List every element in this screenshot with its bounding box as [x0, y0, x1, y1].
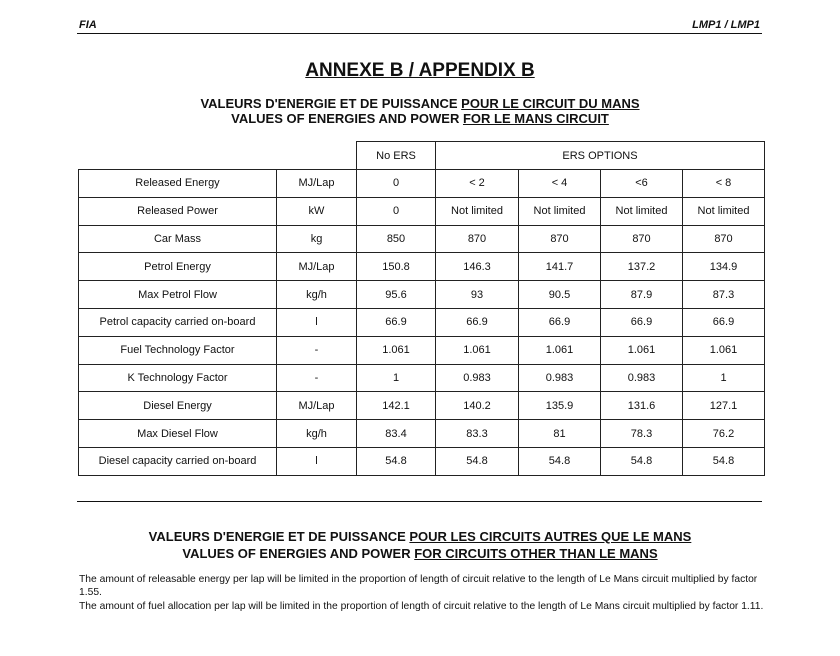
section2-line2-underlined: FOR CIRCUITS OTHER THAN LE MANS	[414, 546, 658, 561]
value-cell: 54.8	[436, 447, 519, 475]
value-cell: Not limited	[436, 197, 519, 225]
section1-line1	[0, 96, 840, 111]
section1-line2-plain: VALUES OF ENERGIES AND POWER	[231, 111, 463, 126]
value-cell: 87.9	[601, 281, 683, 309]
row-unit-cell: kW	[277, 197, 357, 225]
ers-option-label: < 2	[436, 170, 519, 198]
value-cell: Not limited	[683, 197, 765, 225]
section-divider	[77, 501, 762, 502]
section2-heading	[0, 528, 840, 562]
row-unit-cell: MJ/Lap	[277, 392, 357, 420]
row-name-cell: Car Mass	[79, 225, 277, 253]
value-cell: 78.3	[601, 420, 683, 448]
ers-option-label: < 8	[683, 170, 765, 198]
section2-line1-plain: VALEURS D'ENERGIE ET DE PUISSANCE	[148, 529, 410, 544]
table-row	[79, 420, 765, 448]
value-cell: 66.9	[519, 308, 601, 336]
value-cell: 0.983	[519, 364, 601, 392]
row-unit-cell: -	[277, 364, 357, 392]
section1-line1-plain: VALEURS D'ENERGIE ET DE PUISSANCE	[200, 96, 462, 111]
ers-option-label: < 4	[519, 170, 601, 198]
value-cell: 0	[357, 170, 436, 198]
row-name-cell: Petrol Energy	[79, 253, 277, 281]
value-cell: 81	[519, 420, 601, 448]
table-row	[79, 308, 765, 336]
table-row	[79, 281, 765, 309]
annex-title: ANNEXE B / APPENDIX B	[305, 60, 535, 81]
header-right: LMP1 / LMP1	[692, 19, 760, 31]
table-row	[79, 170, 765, 198]
row-name-cell: Diesel capacity carried on-board	[79, 447, 277, 475]
value-cell: 66.9	[683, 308, 765, 336]
row-name-cell: Diesel Energy	[79, 392, 277, 420]
paragraph-fuel: The amount of fuel allocation per lap will be limited in the proportion of length of circuit relative to the length of Le Mans circuit multiplied by factor 1.11.	[79, 601, 764, 612]
value-cell: Not limited	[519, 197, 601, 225]
value-cell: 870	[683, 225, 765, 253]
energy-table	[78, 141, 765, 476]
value-cell: 76.2	[683, 420, 765, 448]
value-cell: 135.9	[519, 392, 601, 420]
row-unit-cell: kg/h	[277, 281, 357, 309]
value-cell: 870	[519, 225, 601, 253]
table-row	[79, 392, 765, 420]
value-cell: 0.983	[436, 364, 519, 392]
ers-options-header: ERS OPTIONS	[436, 142, 765, 170]
no-ers-header: No ERS	[357, 142, 436, 170]
value-cell: 1	[357, 364, 436, 392]
row-unit-cell: l	[277, 308, 357, 336]
value-cell: 150.8	[357, 253, 436, 281]
section1-line1-underlined: POUR LE CIRCUIT DU MANS	[461, 96, 640, 111]
value-cell: 142.1	[357, 392, 436, 420]
value-cell: 1	[683, 364, 765, 392]
value-cell: 1.061	[357, 336, 436, 364]
value-cell: 83.3	[436, 420, 519, 448]
row-unit-cell: MJ/Lap	[277, 253, 357, 281]
section1-heading	[0, 96, 840, 126]
value-cell: 141.7	[519, 253, 601, 281]
row-name-cell: Max Diesel Flow	[79, 420, 277, 448]
value-cell: 127.1	[683, 392, 765, 420]
table-row	[79, 447, 765, 475]
value-cell: 140.2	[436, 392, 519, 420]
row-name-cell: Max Petrol Flow	[79, 281, 277, 309]
section2-line2-plain: VALUES OF ENERGIES AND POWER	[182, 546, 415, 561]
section1-line2	[0, 111, 840, 126]
paragraph-energy: The amount of releasable energy per lap will be limited in the proportion of length of circuit relative to the length of Le Mans circuit multiplied by factor 1.55.	[79, 574, 758, 598]
value-cell: 0.983	[601, 364, 683, 392]
value-cell: 1.061	[436, 336, 519, 364]
row-name-cell: Released Power	[79, 197, 277, 225]
value-cell: 0	[357, 197, 436, 225]
value-cell: 54.8	[519, 447, 601, 475]
row-name-cell: Fuel Technology Factor	[79, 336, 277, 364]
row-name-cell: Released Energy	[79, 170, 277, 198]
value-cell: 90.5	[519, 281, 601, 309]
value-cell: 131.6	[601, 392, 683, 420]
value-cell: 66.9	[601, 308, 683, 336]
value-cell: 1.061	[519, 336, 601, 364]
section2-line2	[0, 545, 840, 562]
row-name-cell: K Technology Factor	[79, 364, 277, 392]
value-cell: 66.9	[357, 308, 436, 336]
row-unit-cell: -	[277, 336, 357, 364]
row-name-cell: Petrol capacity carried on-board	[79, 308, 277, 336]
value-cell: 870	[601, 225, 683, 253]
table-row	[79, 197, 765, 225]
header-rule	[77, 33, 762, 34]
section2-line1-underlined: POUR LES CIRCUITS AUTRES QUE LE MANS	[409, 529, 692, 544]
table-row	[79, 253, 765, 281]
value-cell: 93	[436, 281, 519, 309]
section2-line1	[0, 528, 840, 545]
value-cell: Not limited	[601, 197, 683, 225]
value-cell: 870	[436, 225, 519, 253]
value-cell: 1.061	[683, 336, 765, 364]
value-cell: 137.2	[601, 253, 683, 281]
row-unit-cell: l	[277, 447, 357, 475]
row-unit-cell: MJ/Lap	[277, 170, 357, 198]
ers-option-label: <6	[601, 170, 683, 198]
value-cell: 95.6	[357, 281, 436, 309]
section1-line2-underlined: FOR LE MANS CIRCUIT	[462, 111, 609, 126]
value-cell: 146.3	[436, 253, 519, 281]
value-cell: 54.8	[683, 447, 765, 475]
table-row	[79, 364, 765, 392]
value-cell: 87.3	[683, 281, 765, 309]
header-empty-cell	[79, 142, 357, 170]
row-unit-cell: kg/h	[277, 420, 357, 448]
table-header-row	[79, 142, 765, 170]
value-cell: 83.4	[357, 420, 436, 448]
value-cell: 850	[357, 225, 436, 253]
value-cell: 54.8	[357, 447, 436, 475]
value-cell: 66.9	[436, 308, 519, 336]
table-row	[79, 336, 765, 364]
table-row	[79, 225, 765, 253]
row-unit-cell: kg	[277, 225, 357, 253]
value-cell: 1.061	[601, 336, 683, 364]
value-cell: 54.8	[601, 447, 683, 475]
value-cell: 134.9	[683, 253, 765, 281]
header-left: FIA	[79, 19, 97, 31]
